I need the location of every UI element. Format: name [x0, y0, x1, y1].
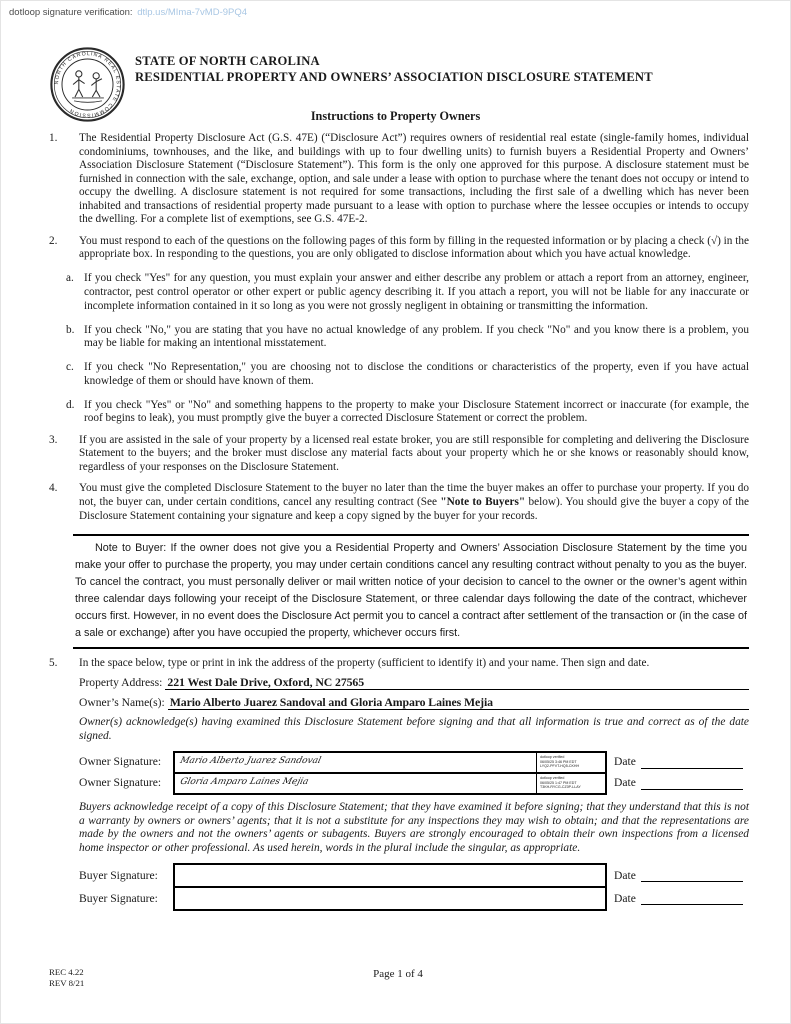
instruction-subitem-a	[66, 272, 749, 313]
item-text: You must respond to each of the questions on the following pages of this form by filling in the requested information or by placing a check (√) in the appropriate box. In responding to the questions, you are only obligated to disclose information about which you have actual knowledge.	[79, 234, 749, 261]
owner-signature-label: Owner Signature:	[79, 776, 162, 790]
page-number: Page 1 of 4	[373, 968, 423, 980]
buyer-signature-label: Buyer Signature:	[79, 868, 158, 882]
form-code-rec: REC 4.22	[49, 967, 84, 977]
property-address-label: Property Address:	[79, 676, 163, 690]
note-to-buyer-text: Note to Buyer: If the owner does not give you a Residential Property and Owners’ Association Disclosure Statement by the time you make your offer to purchase the property, you may under certain conditions cancel any resulting contract without penalty to you as the buyer. To cancel the contract, you must personally deliver or mail written notice of your decision to cancel to the owner or the owner’s agent within three calendar days following your receipt of the Disclosure Statement, or three calendar days following the date of the contract, whichever occurs first. However, in no event does the Disclosure Act permit you to cancel a contract after settlement of the transaction or (in the case of a sale or exchange) after you have occupied the property, whichever occurs first.	[75, 542, 747, 639]
date-label: Date	[614, 891, 636, 905]
owners-names-label: Owner’s Name(s):	[79, 696, 165, 710]
item-number: 2.	[49, 234, 58, 247]
date-field[interactable]	[641, 756, 743, 769]
subitem-text: If you check "No," you are stating that you have no actual knowledge of any problem. If you check "No" and you know there is a problem, you may be liable for making an intentional misstatement.	[84, 323, 749, 350]
date-field[interactable]	[641, 777, 743, 790]
item-text: If you are assisted in the sale of your property by a licensed real estate broker, you are still responsible for completing and delivering the Disclosure Statement to the buyers; and the broker must disclose any material facts about your property which he or she knows or reasonably should know, regardless of your responses on the Disclosure Statement.	[79, 433, 749, 473]
buyer-signature-label: Buyer Signature:	[79, 891, 158, 905]
owner-signature-row-1	[79, 751, 749, 774]
buyer-acknowledgment: Buyers acknowledge receipt of a copy of this Disclosure Statement; that they have examined it before signing; that they understand that this is not a warranty by owners or owners’ agents; that it is not a substitute for any inspections they may wish to obtain; and that the representations are made by the owners and not the owners’ agents or subagents. Buyers are strongly encouraged to obtain their own inspections from a licensed home inspector or other professional. As used herein, words in the plural include the singular, as appropriate.	[79, 800, 749, 855]
owner-acknowledgment: Owner(s) acknowledge(s) having examined this Disclosure Statement before signing and that all information is true and correct as of the date signed.	[79, 716, 749, 742]
owner-signature-box-2[interactable]	[173, 772, 607, 795]
svg-text:NORTH CAROLINA REAL ESTATE COM: NORTH CAROLINA REAL ESTATE COMMISSION	[54, 51, 121, 118]
section-title: Instructions to Property Owners	[310, 109, 481, 123]
note-to-buyer-box	[73, 534, 749, 648]
owner-signature-script: Gloria Amparo Laines Mejia	[178, 777, 310, 788]
item-number: 1.	[49, 132, 58, 144]
instruction-subitem-c	[66, 361, 749, 388]
date-area	[614, 869, 743, 883]
buyer-signature-row-1	[79, 863, 749, 888]
date-field[interactable]	[641, 869, 743, 882]
instruction-item-5	[49, 657, 749, 671]
owner-signature-script: Mario Alberto Juarez Sandoval	[178, 756, 322, 767]
date-label: Date	[614, 755, 636, 769]
document-body	[49, 132, 749, 911]
verification-link[interactable]: dtlp.us/MIma-7vMD-9PQ4	[137, 7, 248, 18]
item-text: In the space below, type or print in ink the address of the property (sufficient to identify it) and your name. Then sign and date.	[79, 656, 650, 669]
subitem-letter: b.	[66, 323, 75, 336]
buyer-signature-section	[79, 863, 749, 911]
date-area	[614, 892, 743, 906]
owners-names-field[interactable]: Mario Alberto Juarez Sandoval and Gloria Amparo Laines Mejia	[168, 695, 749, 710]
date-label: Date	[614, 776, 636, 790]
subitem-letter: c.	[66, 361, 74, 374]
instruction-item-1	[49, 132, 749, 227]
owners-names-row	[79, 695, 749, 710]
item-text: You must give the completed Disclosure Statement to the buyer no later than the time the buyer makes an offer to purchase your property. If you do not, the buyer can, under certain conditions, cancel any resulting contract (See "Note to Buyers" below). You should give the buyer a copy of the Disclosure Statement containing your signature and keep a copy signed by the buyer for your records.	[79, 482, 749, 522]
dotloop-stamp: dotloop verified 06/05/25 1:47 PM EDT T3KH-RYCG-CZ0P-LLAY	[536, 774, 605, 793]
owner-signature-section	[79, 751, 749, 795]
date-area	[614, 755, 743, 769]
buyer-signature-row-2	[79, 886, 749, 911]
buyer-signature-box-1[interactable]	[173, 863, 607, 888]
note-to-buyers-bold: "Note to Buyers"	[440, 496, 526, 509]
date-area	[614, 776, 743, 790]
property-address-row	[79, 675, 749, 690]
verification-label: dotloop signature verification:	[9, 7, 133, 18]
instruction-item-4	[49, 482, 749, 523]
buyer-signature-box-2[interactable]	[173, 886, 607, 911]
subitem-text: If you check "No Representation," you are choosing not to disclose the conditions or characteristics of the property, even if you have actual knowledge of them or should have known of them.	[84, 361, 749, 387]
date-field[interactable]	[641, 892, 743, 905]
subitem-text: If you check "Yes" or "No" and something happens to the property to make your Disclosure Statement incorrect or inaccurate (for example, the roof begins to leak), you must promptly give the buyer a corrected Disclosure Statement or correct the problem.	[84, 398, 749, 425]
owner-signature-row-2	[79, 772, 749, 795]
subitem-letter: d.	[66, 398, 75, 411]
item-text: The Residential Property Disclosure Act (G.S. 47E) (“Disclosure Act”) requires owners of residential real estate (single-family homes, individual condominiums, townhouses, and the like, and buildings with up to four dwelling units) to furnish buyers a Residential Property and Owners’ Association Disclosure Statement (“Disclosure Statement”). This form is the only one approved for this purpose. A disclosure statement must be furnished in connection with the sale, exchange, option, and sale under a lease with option to purchase where the tenant does not occupy or intend to occupy the dwelling. A disclosure statement is not required for some transactions, including the first sale of a dwelling which has never been inhabited and transactions of residential property made pursuant to a lease with option to purchase where the lessee occupies or intends to occupy the dwelling. For a complete list of exemptions, see G.S. 47E-2.	[79, 132, 749, 226]
instruction-subitem-d	[66, 399, 749, 426]
item-number: 5.	[49, 656, 58, 669]
document-title: RESIDENTIAL PROPERTY AND OWNERS’ ASSOCIATION DISCLOSURE STATEMENT	[135, 69, 653, 84]
date-label: Date	[614, 868, 636, 882]
page-footer	[49, 967, 747, 988]
owner-signature-label: Owner Signature:	[79, 755, 162, 769]
form-code-rev: REV 8/21	[49, 977, 85, 988]
subitem-letter: a.	[66, 272, 74, 285]
instruction-item-2	[49, 235, 749, 262]
item-number: 3.	[49, 433, 58, 446]
instruction-item-3	[49, 434, 749, 475]
instruction-subitem-b	[66, 324, 749, 351]
state-title: STATE OF NORTH CAROLINA	[135, 54, 320, 68]
item-number: 4.	[49, 482, 58, 495]
property-address-field[interactable]: 221 West Dale Drive, Oxford, NC 27565	[165, 675, 749, 690]
verification-bar	[9, 7, 247, 18]
subitem-text: If you check "Yes" for any question, you must explain your answer and either describe any problem or attach a report from an attorney, engineer, contractor, pest control operator or other expert or public agency describing it. If you attach a report, you will not be liable for any inaccurate or incomplete information contained in it so long as you were not grossly negligent in obtaining or transmitting the information.	[84, 272, 749, 312]
dotloop-stamp: dotloop verified 06/05/25 3:46 PM EDT LYQ2-PFVT-HQ5-CKHH	[536, 753, 605, 772]
owner-signature-box-1[interactable]	[173, 751, 607, 774]
